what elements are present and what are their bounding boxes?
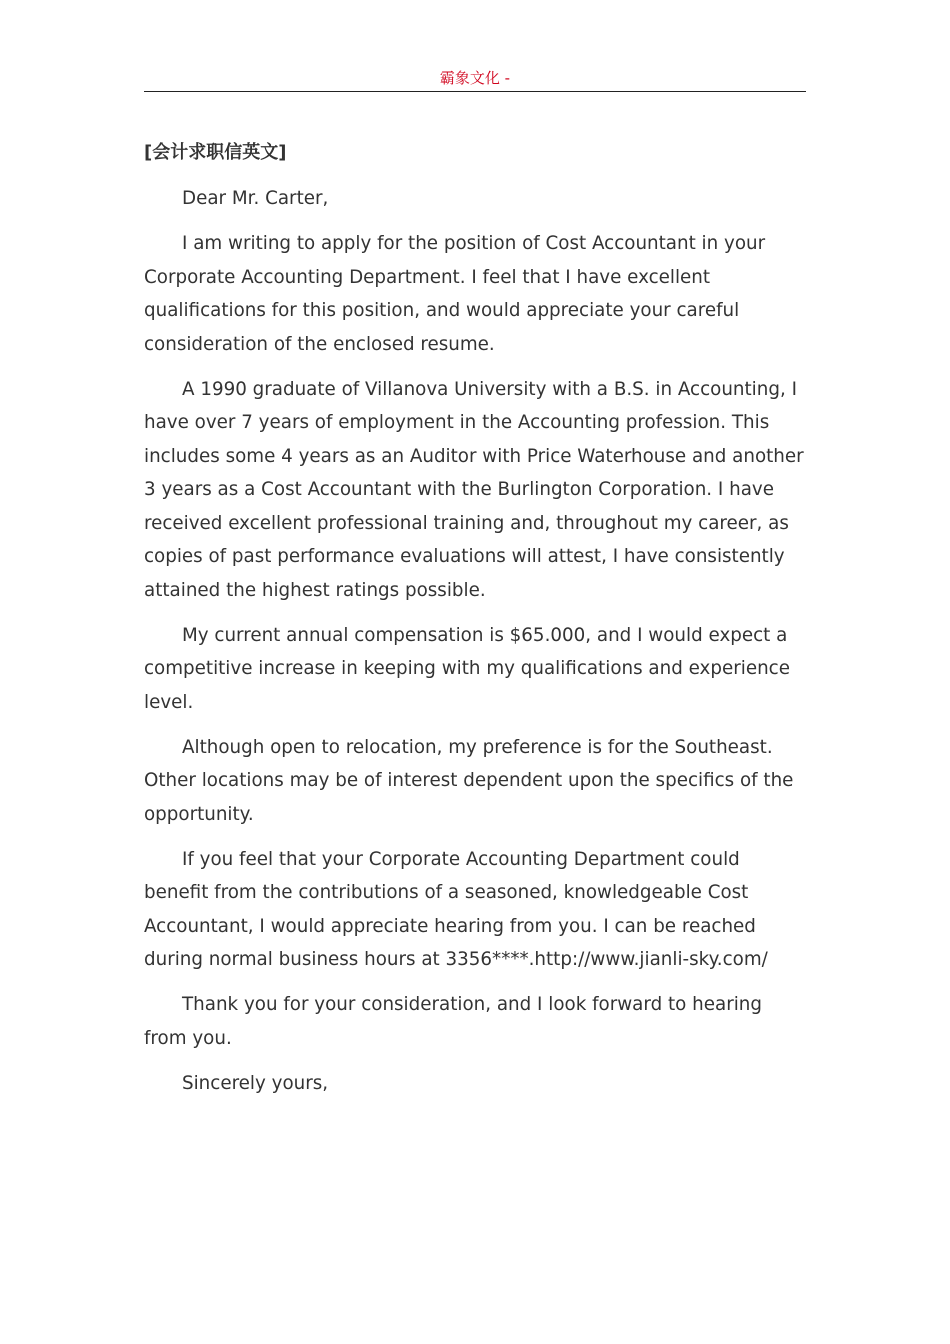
paragraph-thanks: Thank you for your consideration, and I look forward to hearing from you. — [144, 994, 762, 1049]
document-body — [144, 138, 806, 1112]
header-text: 霸象文化 - — [439, 69, 511, 87]
salutation: Dear Mr. Carter, — [182, 188, 329, 209]
closing: Sincerely yours, — [182, 1072, 329, 1094]
paragraph-relocation: Although open to relocation, my preference is for the Southeast. Other locations may be of interest dependent upon the specifics of the opportunity. — [144, 736, 794, 825]
paragraph-intro: I am writing to apply for the position of Cost Accountant in your Corporate Accounting Department. I feel that I have excellent qualifications for this position, and would appreciate your careful consideration of the enclosed resume. — [144, 233, 766, 355]
document-title: [会计求职信英文] — [144, 142, 287, 163]
paragraph-background: A 1990 graduate of Villanova University with a B.S. in Accounting, I have over 7 years of employment in the Accounting profession. This includes some 4 years as an Auditor with Price Waterhouse and another 3 years as a Cost Accountant with the Burlington Corporation. I have received excellent professional training and, throughout my career, as copies of past performance evaluations will attest, I have consistently attained the highest ratings possible. — [144, 378, 804, 601]
paragraph-contact: If you feel that your Corporate Accounting Department could benefit from the contributions of a seasoned, knowledgeable Cost Accountant, I would appreciate hearing from you. I can be reached during normal business hours at 3356****.http://www.jianli-sky.com/ — [144, 848, 768, 970]
page-header — [144, 66, 806, 92]
paragraph-compensation: My current annual compensation is $65.000, and I would expect a competitive increase in keeping with my qualifications and experience level. — [144, 624, 790, 713]
